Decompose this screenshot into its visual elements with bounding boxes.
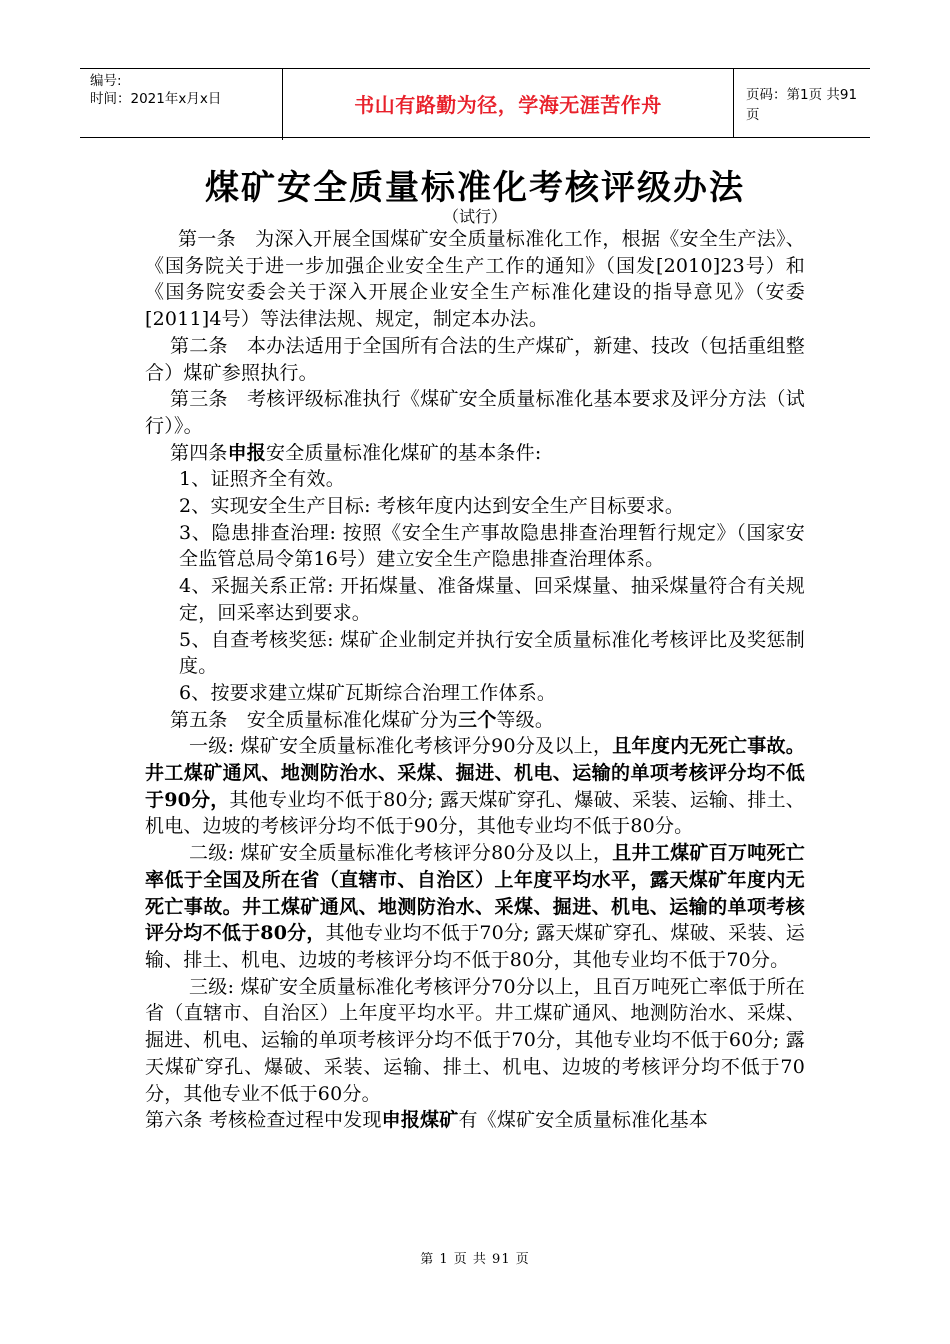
article-4-prefix: 第四条 <box>170 441 228 464</box>
grade-1 <box>145 733 805 840</box>
article-6-suffix: 有《煤矿安全质量标准化基本 <box>458 1109 709 1132</box>
document-date: 时间：2021年x月x日 <box>90 91 222 107</box>
article-6 <box>145 1107 805 1134</box>
grade-2 <box>145 840 805 974</box>
page-footer: 第 1 页 共 91 页 <box>420 1252 530 1267</box>
condition-1: 1、证照齐全有效。 <box>179 468 345 491</box>
article-2: 第二条 本办法适用于全国所有合法的生产煤矿，新建、技改（包括重组整合）煤矿参照执行。 <box>145 334 805 384</box>
condition-3: 3、隐患排查治理: 按照《安全生产事故隐患排查治理暂行规定》（国家安全监管总局令第16号）建立安全生产隐患排查治理体系。 <box>179 521 805 571</box>
article-6-bold: 申报煤矿 <box>381 1109 459 1132</box>
article-5 <box>145 707 805 734</box>
grade-2-bold: 且井工煤矿百万吨死亡率低于全国及所在省（直辖市、自治区）上年度平均水平，露天煤矿年度内无死亡事故。井工煤矿通风、地测防治水、采煤、掘进、机电、运输的单项考核评分均不低于80分， <box>145 842 805 945</box>
document-title: 煤矿安全质量标准化考核评级办法 <box>205 168 745 208</box>
article-4 <box>145 440 805 467</box>
article-5-bold: 三个 <box>458 708 497 731</box>
condition-2: 2、实现安全生产目标: 考核年度内达到安全生产目标要求。 <box>179 495 685 518</box>
article-5-prefix: 第五条 安全质量标准化煤矿分为 <box>170 708 459 731</box>
article-3: 第三条 考核评级标准执行《煤矿安全质量标准化基本要求及评分方法（试行）》。 <box>145 388 805 437</box>
condition-6: 6、按要求建立煤矿瓦斯综合治理工作体系。 <box>179 681 557 704</box>
grade-3: 三级: 煤矿安全质量标准化考核评分70分以上，且百万吨死亡率低于所在省（直辖市、自治区）上年度平均水平。井工煤矿通风、地测防治水、采煤、掘进、机电、运输的单项考核评分均不低于70分，其他专业均不低于60分; 露天煤矿穿孔、爆破、采装、运输、排土、机电、边坡的考核评分均不低于70分，其他专业不低于60分。 <box>145 975 805 1105</box>
article-4-suffix: 安全质量标准化煤矿的基本条件: <box>266 441 542 464</box>
page-header <box>80 68 870 138</box>
grade-1-suffix: 其他专业均不低于80分; 露天煤矿穿孔、爆破、采装、运输、排土、机电、边坡的考核评分均不低于90分，其他专业均不低于80分。 <box>145 788 805 838</box>
grade-2-prefix: 二级: 煤矿安全质量标准化考核评分80分及以上， <box>189 842 613 865</box>
grade-1-prefix: 一级: 煤矿安全质量标准化考核评分90分及以上， <box>189 735 613 758</box>
document-body <box>145 226 805 1134</box>
article-6-prefix: 第六条 考核检查过程中发现 <box>145 1109 382 1132</box>
article-5-suffix: 等级。 <box>496 708 555 731</box>
condition-4: 4、采掘关系正常: 开拓煤量、准备煤量、回采煤量、抽采煤量符合有关规定，回采率达到要求。 <box>179 575 805 624</box>
article-4-bold: 申报 <box>227 441 267 464</box>
article-1: 第一条 为深入开展全国煤矿安全质量标准化工作，根据《安全生产法》、《国务院关于进一步加强企业安全生产工作的通知》（国发[2010]23号）和《国务院安委会关于深入开展企业安全生产标准化建设的指导意见》（安委[2011]4号）等法律法规、规定，制定本办法。 <box>145 228 805 331</box>
grade-2-suffix: 其他专业均不低于70分; 露天煤矿穿孔、煤破、采装、运输、排土、机电、边坡的考核评分均不低于80分，其他专业均不低于70分。 <box>145 922 805 971</box>
header-meta <box>80 69 283 140</box>
document-number: 编号: <box>90 73 122 89</box>
condition-5: 5、自查考核奖惩: 煤矿企业制定并执行安全质量标准化考核评比及奖惩制度。 <box>179 628 805 678</box>
header-motto: 书山有路勤为径，学海无涯苦作舟 <box>283 69 734 137</box>
header-page-info: 页码：第1页 共91页 <box>746 87 858 123</box>
grade-1-bold: 且年度内无死亡事故。井工煤矿通风、地测防治水、采煤、掘进、机电、运输的单项考核评分均不低于90分， <box>145 735 805 811</box>
document-subtitle: （试行） <box>442 207 507 226</box>
